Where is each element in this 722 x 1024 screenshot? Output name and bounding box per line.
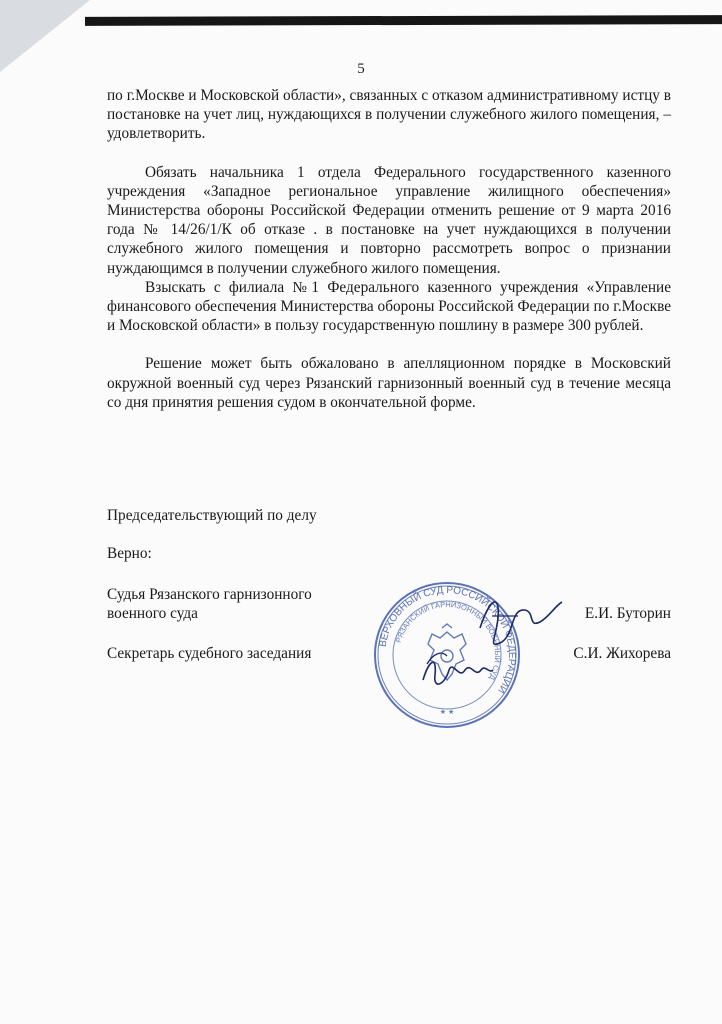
secretary-signature-icon xyxy=(415,640,495,700)
secretary-title: Секретарь судебного заседания xyxy=(107,645,312,662)
stamp-inner-text: РЯЗАНСКИЙ ГАРНИЗОННЫЙ ВОЕННЫЙ СУД xyxy=(393,599,503,682)
scan-edge-bar xyxy=(85,15,722,26)
paragraph-1: по г.Москве и Московской области», связанных с отказом административному истцу в постановке на учет лиц, нуждающихся в получении служебного жилого помещения, – удовлетворить. xyxy=(107,87,671,143)
paragraph-3: Взыскать с филиала №1 Федерального казенного учреждения «Управление финансового обеспечения Министерства обороны Российской Федерации по г.Москве и Московской области» в пользу государственную пошлину в размере 300 рублей. xyxy=(107,278,671,335)
page-number: 5 xyxy=(357,61,365,77)
stamp-outer-text: ВЕРХОВНЫЙ СУД РОССИЙСКОЙ ФЕДЕРАЦИИ xyxy=(377,584,518,696)
verified-line: Верно: xyxy=(107,545,152,562)
secretary-name: С.И. Жихорева xyxy=(573,645,671,662)
document-body xyxy=(107,86,671,412)
paragraph-4: Решение может быть обжаловано в апелляционном порядке в Московский окружной военный суд через Рязанский гарнизонный военный суд в течение месяца со дня принятия решения судом в окончательной форме. xyxy=(107,355,671,411)
svg-text:★ ★: ★ ★ xyxy=(439,709,455,716)
judge-title-line-1: Судья Рязанского гарнизонного xyxy=(107,586,312,603)
judge-title-line-2: военного суда xyxy=(107,605,198,623)
presiding-line: Председательствующий по делу xyxy=(107,507,317,524)
paragraph-2: Обязать начальника 1 отдела Федерального государственного казенного учреждения «Западное региональное управление жилищного обеспечения» Министерства обороны Российской Федерации отменить решение от 9 марта 2016 года № 14/26/1/К об отказе . в постановке на учет нуждающихся в получении служебного жилого помещения и повторно рассмотреть вопрос о признании нуждающимся в получении служебного жилого помещения. xyxy=(107,163,671,277)
judge-name: Е.И. Буторин xyxy=(584,605,671,622)
